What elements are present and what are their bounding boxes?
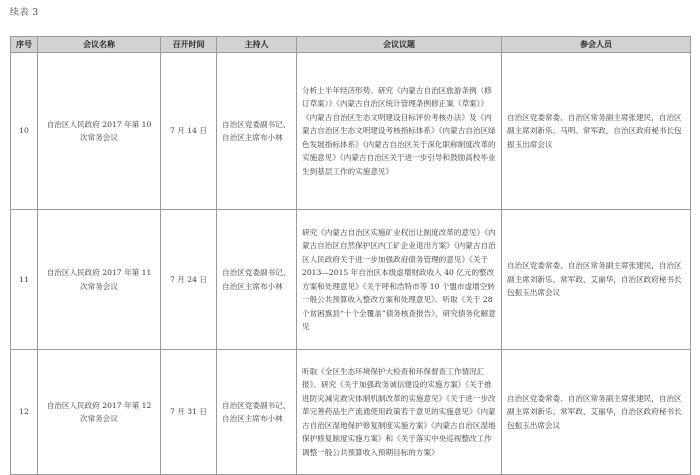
row-time: 7 月 31 日 bbox=[161, 350, 217, 475]
table-caption: 续表 3 bbox=[10, 8, 39, 18]
row-no: 11 bbox=[11, 210, 38, 350]
meeting-table bbox=[10, 36, 691, 475]
table-header-row bbox=[11, 37, 691, 53]
row-meeting-name: 自治区人民政府 2017 年第 12 次常务会议 bbox=[38, 350, 161, 475]
row-topic: 听取《全区生态环境保护大检查和环保督查工作情况汇报》。研究《关于加强政务诚信建设的实施方案》《关于推进防灾减灾救灾体制机制改革的实施意见》《关于进一步改革完善药品生产流通使用政策若干意见的实施意见》《内蒙古自治区湿地保护修复制度实施方案》《内蒙古自治区湿地保护修复制度实施方案》和《关于落实中央巡视整改工作调整一般公共预算收入预期目标的方案》 bbox=[297, 350, 502, 475]
table-row bbox=[11, 210, 691, 350]
row-meeting-name: 自治区人民政府 2017 年第 10 次常务会议 bbox=[38, 53, 161, 210]
row-no: 10 bbox=[11, 53, 38, 210]
table-row bbox=[11, 350, 691, 475]
row-participants: 自治区党委常委、自治区常务副主席张建民，自治区副主席刘新乐、马明、常军政，自治区政府秘书长包振玉出席会议 bbox=[502, 53, 691, 210]
row-time: 7 月 24 日 bbox=[161, 210, 217, 350]
row-host: 自治区党委副书记、自治区主席布小林 bbox=[217, 210, 297, 350]
row-topic: 研究《内蒙古自治区实施矿业权出让制度改革的意见》《内蒙古自治区自然保护区内工矿企业退出方案》《内蒙古自治区人民政府关于进一步加强政府债务管理的意见》《关于 2013—2015 年自治区本级虚增财政收入 40 亿元的整改方案和处理意见》《关于呼和浩特市等 10 个盟市虚增空转一般公共预算收入整改方案和处理意见》。听取《关于 28 个贫困旗县“十个全覆盖”债务核查报告》，研究债务化解意见 bbox=[297, 210, 502, 350]
header-no: 序号 bbox=[11, 37, 38, 53]
row-host: 自治区党委副书记、自治区主席布小林 bbox=[217, 53, 297, 210]
header-time: 召开时间 bbox=[161, 37, 217, 53]
row-participants: 自治区党委常委、自治区常务副主席张建民，自治区副主席刘新乐、常军政、艾丽华，自治区政府秘书长包振玉出席会议 bbox=[502, 350, 691, 475]
header-topic: 会议议题 bbox=[297, 37, 502, 53]
table-row bbox=[11, 53, 691, 210]
row-participants: 自治区党委常委、自治区常务副主席张建民，自治区副主席刘新乐、常军政、艾丽华，自治区政府秘书长包振玉出席会议 bbox=[502, 210, 691, 350]
header-host: 主持人 bbox=[217, 37, 297, 53]
row-no: 12 bbox=[11, 350, 38, 475]
header-name: 会议名称 bbox=[38, 37, 161, 53]
row-time: 7 月 14 日 bbox=[161, 53, 217, 210]
row-meeting-name: 自治区人民政府 2017 年第 11 次常务会议 bbox=[38, 210, 161, 350]
header-participants: 参会人员 bbox=[502, 37, 691, 53]
row-host: 自治区党委副书记、自治区主席布小林 bbox=[217, 350, 297, 475]
row-topic: 分析上半年经济形势。研究《内蒙古自治区旅游条例（修订草案）》《内蒙古自治区统计管理条例修正案（草案）》《内蒙古自治区生态文明建设目标评价考核办法》及《内蒙古自治区生态文明建设考核指标体系》《内蒙古自治区绿色发展指标体系》《内蒙古自治区关于深化职称制度改革的实施意见》《内蒙古自治区关于进一步引导和鼓励高校毕业生到基层工作的实施意见》 bbox=[297, 53, 502, 210]
